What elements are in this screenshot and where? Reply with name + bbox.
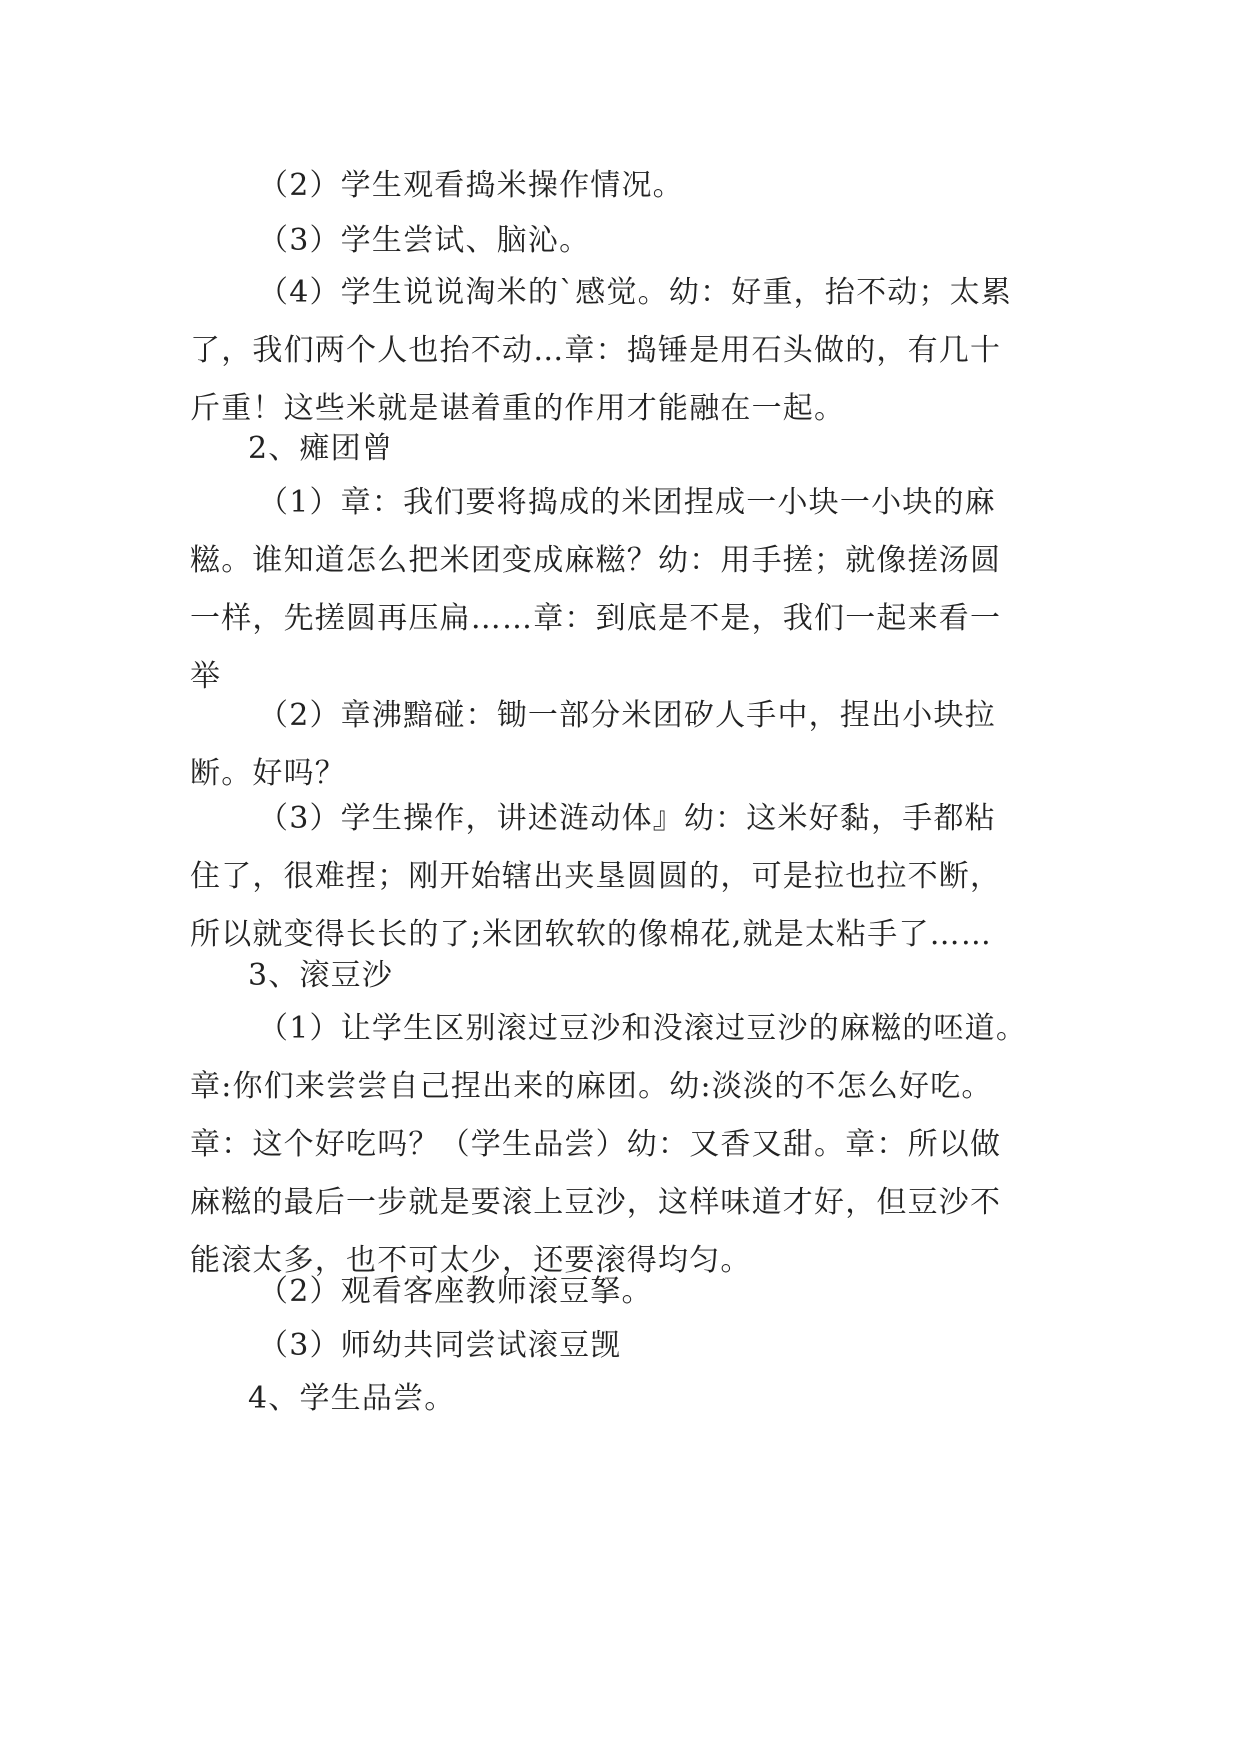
text-line: （1）让学生区别滚过豆沙和没滚过豆沙的麻糍的呸道。 [258,1011,1028,1046]
paragraph-3-1-compare [190,1000,1070,1290]
text-line: （2）观看客座教师滚豆拏。 [258,1274,653,1309]
text-line: （2）章沸黯碰：锄一部分米团矽人手中，捏出小块拉 [258,698,996,733]
text-line: （2）学生观看捣米操作情况。 [258,168,684,203]
heading-text: 2、瘫团曾 [248,431,394,466]
text-line: 章：这个好吃吗？（学生品尝）幼：又香又甜。章：所以做 [190,1127,1002,1162]
paragraph-step-3-try [190,212,1070,270]
heading-text: 4、学生品尝。 [248,1381,456,1416]
paragraph-2-3-operate [190,790,1070,964]
text-line: （1）章：我们要将捣成的米团捏成一小块一小块的麻 [258,485,996,520]
text-line: 章:你们来尝尝自己捏出来的麻团。幼:淡淡的不怎么好吃。 [190,1069,993,1104]
paragraph-2-1-shape [190,474,1070,706]
section-heading-4 [190,1370,1070,1428]
paragraph-3-3-try [190,1317,1070,1375]
paragraph-step-2-watch [190,157,1070,215]
text-line: 麻糍的最后一步就是要滚上豆沙，这样味道才好，但豆沙不 [190,1185,1002,1220]
heading-text: 3、滚豆沙 [248,958,394,993]
text-line: （3）学生操作，讲述涟动体』幼：这米好黏，手都粘 [258,801,996,836]
text-line: （3）学生尝试、脑沁。 [258,223,591,258]
text-line: 了，我们两个人也抬不动…章：捣锤是用石头做的，有几十 [190,333,1002,368]
text-line: 能滚太多，也不可太少，还要滚得均匀。 [190,1243,752,1278]
text-line: （4）学生说说淘米的`感觉。幼：好重，抬不动；太累 [258,275,1013,310]
text-line: 断。好吗？ [190,756,346,791]
section-heading-2 [190,420,1070,478]
text-line: 住了，很难捏；刚开始辖出夹垦圆圆的，可是拉也拉不断， [190,859,1002,894]
paragraph-step-4-feeling [190,264,1070,438]
text-line: 举 [190,659,222,694]
paragraph-3-2-watch [190,1263,1070,1321]
text-line: 斤重！这些米就是谌着重的作用才能融在一起。 [190,391,846,426]
section-heading-3 [190,947,1070,1005]
text-line: 所以就变得长长的了;米团软软的像棉花,就是太粘手了…… [190,917,993,952]
text-line: 一样，先搓圆再压扁……章：到底是不是，我们一起来看一 [190,601,1002,636]
text-line: 糍。谁知道怎么把米团变成麻糍？幼：用手搓；就像搓汤圆 [190,543,1002,578]
text-line: （3）师幼共同尝试滚豆觊 [258,1328,622,1363]
paragraph-2-2-demo [190,687,1070,803]
